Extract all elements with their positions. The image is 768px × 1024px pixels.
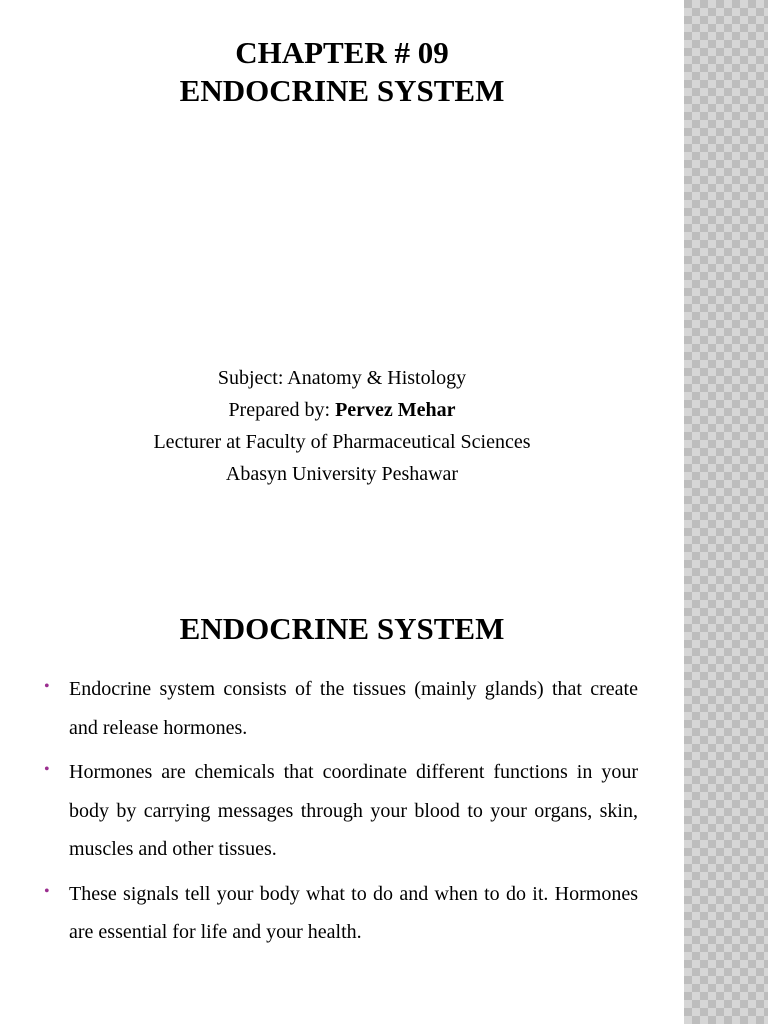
- subject-line: Subject: Anatomy & Histology: [217, 367, 467, 389]
- decorative-pattern-sidebar: [684, 0, 768, 1024]
- section-heading: ENDOCRINE SYSTEM: [179, 611, 505, 646]
- bullet-icon: •: [44, 882, 50, 900]
- author-position: Lecturer at Faculty of Pharmaceutical Sciences: [153, 431, 531, 453]
- bullet-icon: •: [44, 761, 50, 778]
- list-item: [44, 875, 638, 952]
- bullet-list: [44, 670, 638, 958]
- author-name: Pervez Mehar: [335, 399, 456, 421]
- prepared-by-label: Prepared by:: [228, 399, 336, 421]
- university-name: Abasyn University Peshawar: [225, 463, 459, 485]
- list-item: [44, 753, 638, 869]
- author-info: [0, 362, 684, 490]
- bullet-icon: •: [44, 678, 50, 695]
- prepared-by-line: [0, 394, 684, 426]
- bullet-text: Hormones are chemicals that coordinate different functions in your body by carrying messages through your blood to your organs, skin, muscles and other tissues.: [69, 761, 638, 860]
- chapter-title: CHAPTER # 09: [235, 35, 449, 70]
- list-item: [44, 670, 638, 747]
- bullet-text: These signals tell your body what to do and when to do it. Hormones are essential for life and your health.: [69, 882, 638, 943]
- chapter-subtitle: ENDOCRINE SYSTEM: [179, 73, 505, 108]
- bullet-text: Endocrine system consists of the tissues (mainly glands) that create and release hormones.: [69, 678, 638, 739]
